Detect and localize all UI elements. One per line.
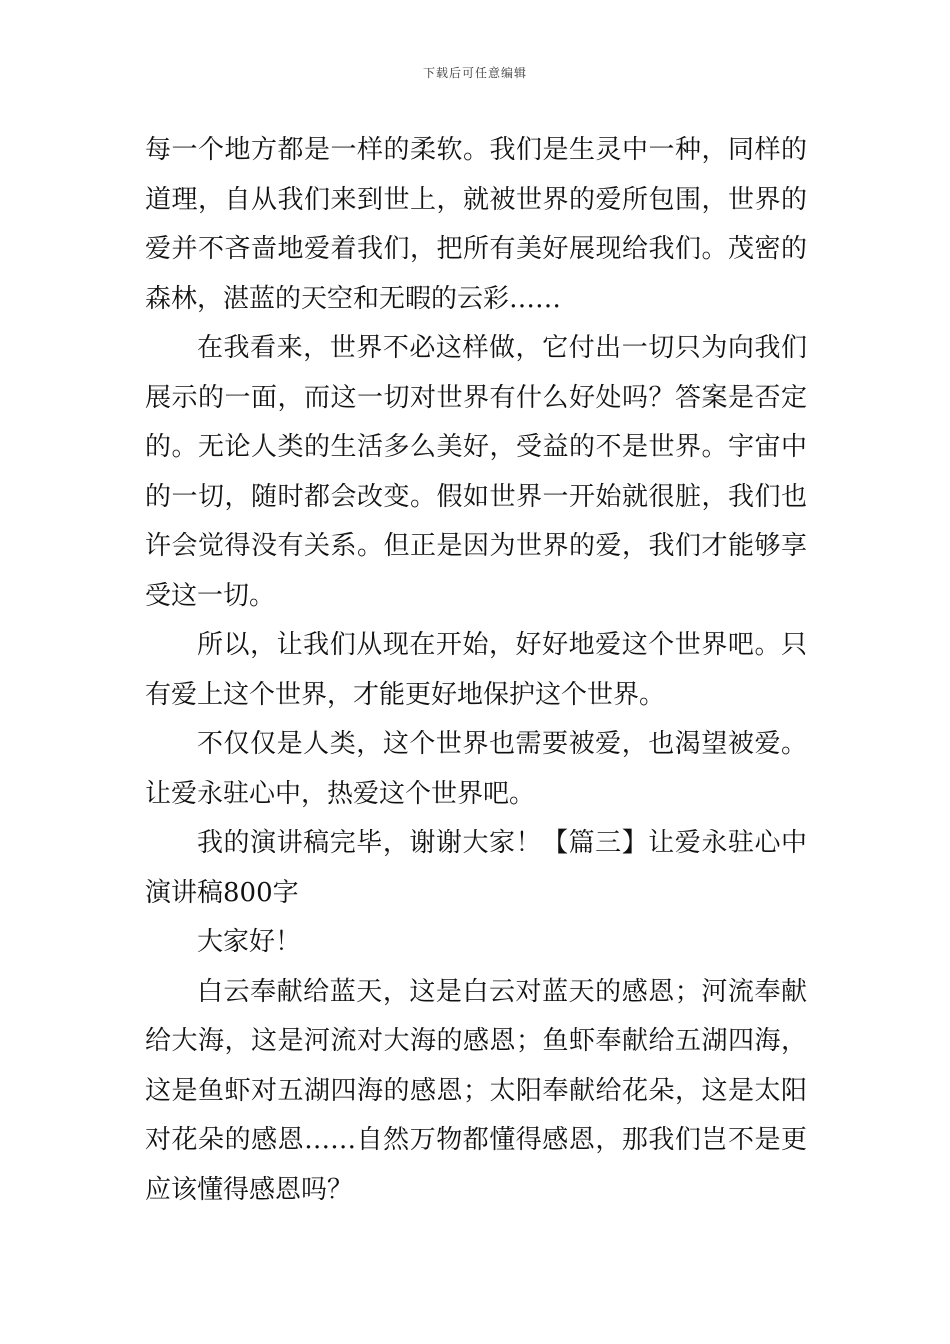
paragraph-7: 白云奉献给蓝天，这是白云对蓝天的感恩；河流奉献给大海，这是河流对大海的感恩；鱼虾奉献给五湖四海，这是鱼虾对五湖四海的感恩；太阳奉献给花朵，这是太阳对花朵的感恩……自然万物都懂得感恩，那我们岂不是更应该懂得感恩吗？ bbox=[145, 976, 807, 1205]
page-header: 下载后可任意编辑 bbox=[422, 66, 527, 80]
document-body bbox=[145, 126, 807, 1215]
paragraph-1: 每一个地方都是一样的柔软。我们是生灵中一种，同样的道理，自从我们来到世上，就被世界的爱所包围，世界的爱并不吝啬地爱着我们，把所有美好展现给我们。茂密的森林，湛蓝的天空和无暇的云彩…… bbox=[145, 135, 807, 314]
paragraph-3: 所以，让我们从现在开始，好好地爱这个世界吧。只有爱上这个世界，才能更好地保护这个世界。 bbox=[145, 630, 807, 710]
paragraph-6: 大家好！ bbox=[197, 927, 302, 957]
paragraph-2: 在我看来，世界不必这样做，它付出一切只为向我们展示的一面，而这一切对世界有什么好处吗？答案是否定的。无论人类的生活多么美好，受益的不是世界。宇宙中的一切，随时都会改变。假如世界一开始就很脏，我们也许会觉得没有关系。但正是因为世界的爱，我们才能够享受这一切。 bbox=[145, 333, 807, 611]
paragraph-4: 不仅仅是人类，这个世界也需要被爱，也渴望被爱。让爱永驻心中，热爱这个世界吧。 bbox=[145, 729, 807, 809]
paragraph-5: 我的演讲稿完毕，谢谢大家！【篇三】让爱永驻心中演讲稿800字 bbox=[145, 828, 807, 908]
